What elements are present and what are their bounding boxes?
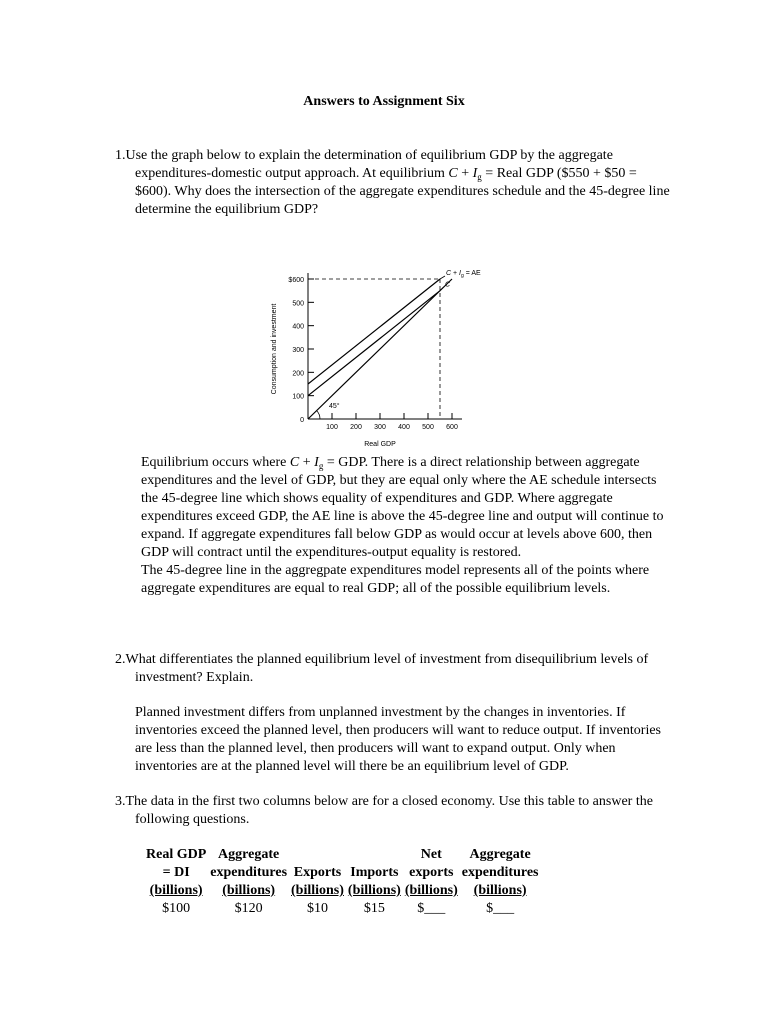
c-line-label: C — [445, 281, 451, 289]
y-axis-label: Consumption and investment — [271, 303, 278, 395]
x-tick-label: 100 — [326, 424, 338, 431]
x-tick-label: 300 — [374, 424, 386, 431]
angle-arc — [317, 411, 321, 420]
y-tick-label: 100 — [292, 393, 304, 401]
table-cell: $120 — [234, 901, 263, 916]
consumption-line — [308, 291, 440, 396]
header-imports: Imports (billions) — [347, 865, 401, 898]
question-2-text: 2.What differentiates the planned equilibrium level of investment from disequilibrium levels of investment? Explain. — [115, 652, 649, 685]
question-3 — [115, 793, 675, 829]
header-real-gdp: Real GDP = DI (billions) — [146, 847, 207, 898]
forty-five-degree-line — [308, 279, 452, 419]
question-2 — [115, 651, 675, 687]
table-row — [144, 900, 540, 918]
question-2-number: 2. — [115, 652, 126, 667]
aggregate-expenditures-chart — [268, 262, 481, 454]
table-cell: $10 — [306, 901, 328, 916]
y-tick-label: 300 — [292, 347, 304, 354]
y-tick-label: 500 — [292, 300, 304, 308]
y-tick-label: 200 — [292, 370, 304, 378]
table-cell: $100 — [162, 901, 191, 916]
answer-1-paragraph-2: The 45-degree line in the aggregpate expenditures model represents all of the points where aggregate expenditures are equal to real GDP; all of the possible equilibrium levels. — [141, 563, 650, 596]
question-1-number: 1. — [115, 148, 126, 163]
question-1 — [115, 147, 675, 219]
y-tick-label: 400 — [292, 323, 304, 331]
economy-table — [144, 846, 540, 918]
angle-label: 45° — [329, 403, 340, 410]
table-cell: $15 — [363, 901, 385, 916]
answer-2: Planned investment differs from unplanned investment by the changes in inventories. If inventories exceed the planned level, then producers will want to reduce output. If inventories are less than the planned level, then producers will want to expand output. Only when inventories are at the planned level will there be an equilibrium level of GDP. — [135, 705, 661, 774]
y-tick-label: 0 — [300, 417, 304, 424]
y-tick-label: $600 — [288, 277, 304, 284]
x-tick-label: 200 — [350, 424, 362, 431]
question-3-number: 3. — [115, 794, 126, 809]
table-header-row — [144, 846, 540, 900]
header-net-exports: Net exports (billions) — [404, 847, 458, 898]
header-exports: Exports (billions) — [291, 865, 344, 898]
ae-line — [308, 279, 440, 384]
answer-1 — [141, 454, 676, 598]
ae-label-leader — [440, 276, 445, 279]
question-1-text: 1.Use the graph below to explain the determination of equilibrium GDP by the aggregate expenditures-domestic output approach. At equilibrium $C + I_g$ = Real GDP ($550 + $50 = $600). Why does the intersection of the aggregate expenditures schedule and the 45-degree line determine the equilibrium GDP? — [115, 148, 670, 217]
table-cell: $___ — [486, 901, 515, 916]
c-label-leader — [440, 287, 444, 291]
x-tick-label: 400 — [398, 424, 410, 431]
x-axis-label: Real GDP — [364, 441, 396, 448]
answer-1-paragraph-1: Equilibrium occurs where $C + I_g$ = GDP. There is a direct relationship between aggregate expenditures and the level of GDP, but they are equal only where the AE schedule intersects the 45-degree line which shows equality of expenditures and GDP. Where aggregate expenditures exceed GDP, the AE line is above the 45-degree line and output will continue to expand. If aggregate expenditures fall below GDP as would occur at levels above 600, then GDP will contract until the expenditures-output equality is restored. — [141, 455, 664, 560]
header-aggregate-expenditures-2: Aggregate expenditures (billions) — [461, 847, 539, 898]
x-tick-label: 500 — [422, 424, 434, 431]
page-title: Answers to Assignment Six — [303, 94, 465, 109]
question-3-text: 3.The data in the first two columns below are for a closed economy. Use this table to answer the following questions. — [115, 794, 653, 827]
table-cell: $___ — [417, 901, 446, 916]
header-aggregate-expenditures: Aggregate expenditures (billions) — [210, 847, 288, 898]
x-tick-label: 600 — [446, 424, 458, 431]
ae-line-label: $C + I_g$ = AE — [446, 270, 481, 279]
